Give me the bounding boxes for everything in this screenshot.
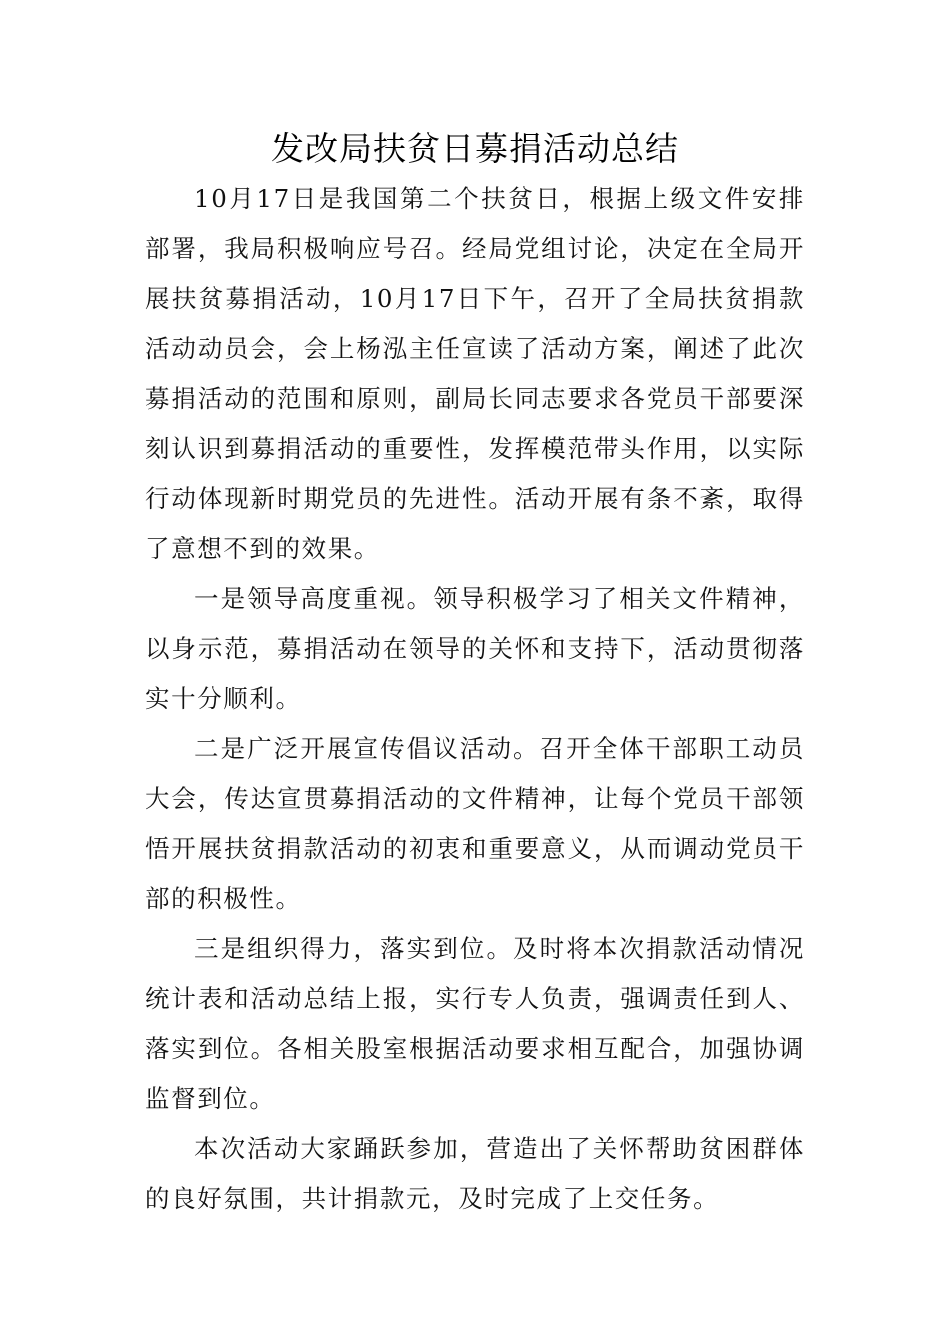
paragraph-point-1: 一是领导高度重视。领导积极学习了相关文件精神，以身示范，募捐活动在领导的关怀和支持下，活动贯彻落实十分顺利。 [145,584,805,713]
paragraph-point-3: 三是组织得力，落实到位。及时将本次捐款活动情况统计表和活动总结上报，实行专人负责，强调责任到人、落实到位。各相关股室根据活动要求相互配合，加强协调监督到位。 [145,934,805,1113]
document-body [145,174,805,1224]
paragraph-intro: 10月17日是我国第二个扶贫日，根据上级文件安排部署，我局积极响应号召。经局党组讨论，决定在全局开展扶贫募捐活动，10月17日下午，召开了全局扶贫捐款活动动员会，会上杨泓主任宣读了活动方案，阐述了此次募捐活动的范围和原则，副局长同志要求各党员干部要深刻认识到募捐活动的重要性，发挥模范带头作用，以实际行动体现新时期党员的先进性。活动开展有条不紊，取得了意想不到的效果。 [145,184,805,563]
document-title: 发改局扶贫日募捐活动总结 [271,129,679,168]
paragraph-conclusion: 本次活动大家踊跃参加，营造出了关怀帮助贫困群体的良好氛围，共计捐款元，及时完成了上交任务。 [145,1134,805,1213]
paragraph-point-2: 二是广泛开展宣传倡议活动。召开全体干部职工动员大会，传达宣贯募捐活动的文件精神，让每个党员干部领悟开展扶贫捐款活动的初衷和重要意义，从而调动党员干部的积极性。 [145,734,805,913]
